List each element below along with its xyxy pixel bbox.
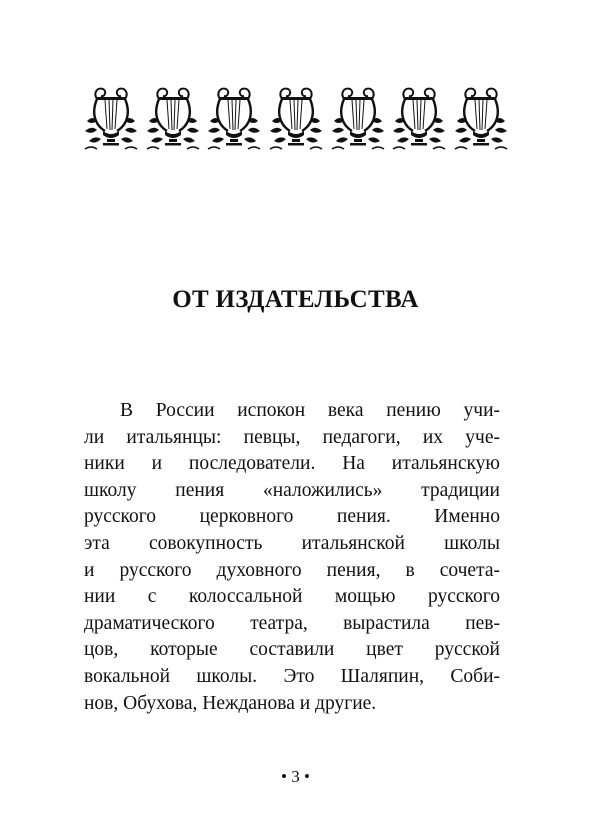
text-line: школу пения «наложились» традиции	[84, 479, 500, 501]
text-line: ли итальянцы: певцы, педагоги, их уче-	[84, 426, 500, 448]
body-paragraph	[84, 398, 500, 717]
text-line: русского церковного пения. Именно	[84, 506, 500, 528]
text-line: нии с колоссальной мощью русского	[84, 586, 500, 608]
page-number: • 3 •	[281, 767, 310, 786]
lyre-icon	[206, 83, 262, 153]
lyre-icon	[453, 83, 509, 153]
lyre-icon	[145, 83, 201, 153]
lyre-icon	[83, 83, 139, 153]
text-line: вокальной школы. Это Шаляпин, Соби-	[84, 665, 500, 687]
text-line: и русского духовного пения, в сочета-	[84, 559, 500, 581]
text-line: цов, которые составили цвет русской	[84, 639, 500, 661]
ornament-band	[83, 83, 509, 153]
text-line: эта совокупность итальянской школы	[84, 532, 500, 554]
text-line: В России испокон века пению учи-	[120, 400, 500, 421]
text-line: ники и последователи. На итальянскую	[84, 453, 500, 475]
lyre-icon	[330, 83, 386, 153]
lyre-icon	[391, 83, 447, 153]
text-line: драматического театра, вырастила пев-	[84, 612, 500, 634]
page-title: ОТ ИЗДАТЕЛЬСТВА	[172, 286, 419, 313]
lyre-icon	[268, 83, 324, 153]
text-line: нов, Обухова, Нежданова и другие.	[84, 692, 377, 714]
